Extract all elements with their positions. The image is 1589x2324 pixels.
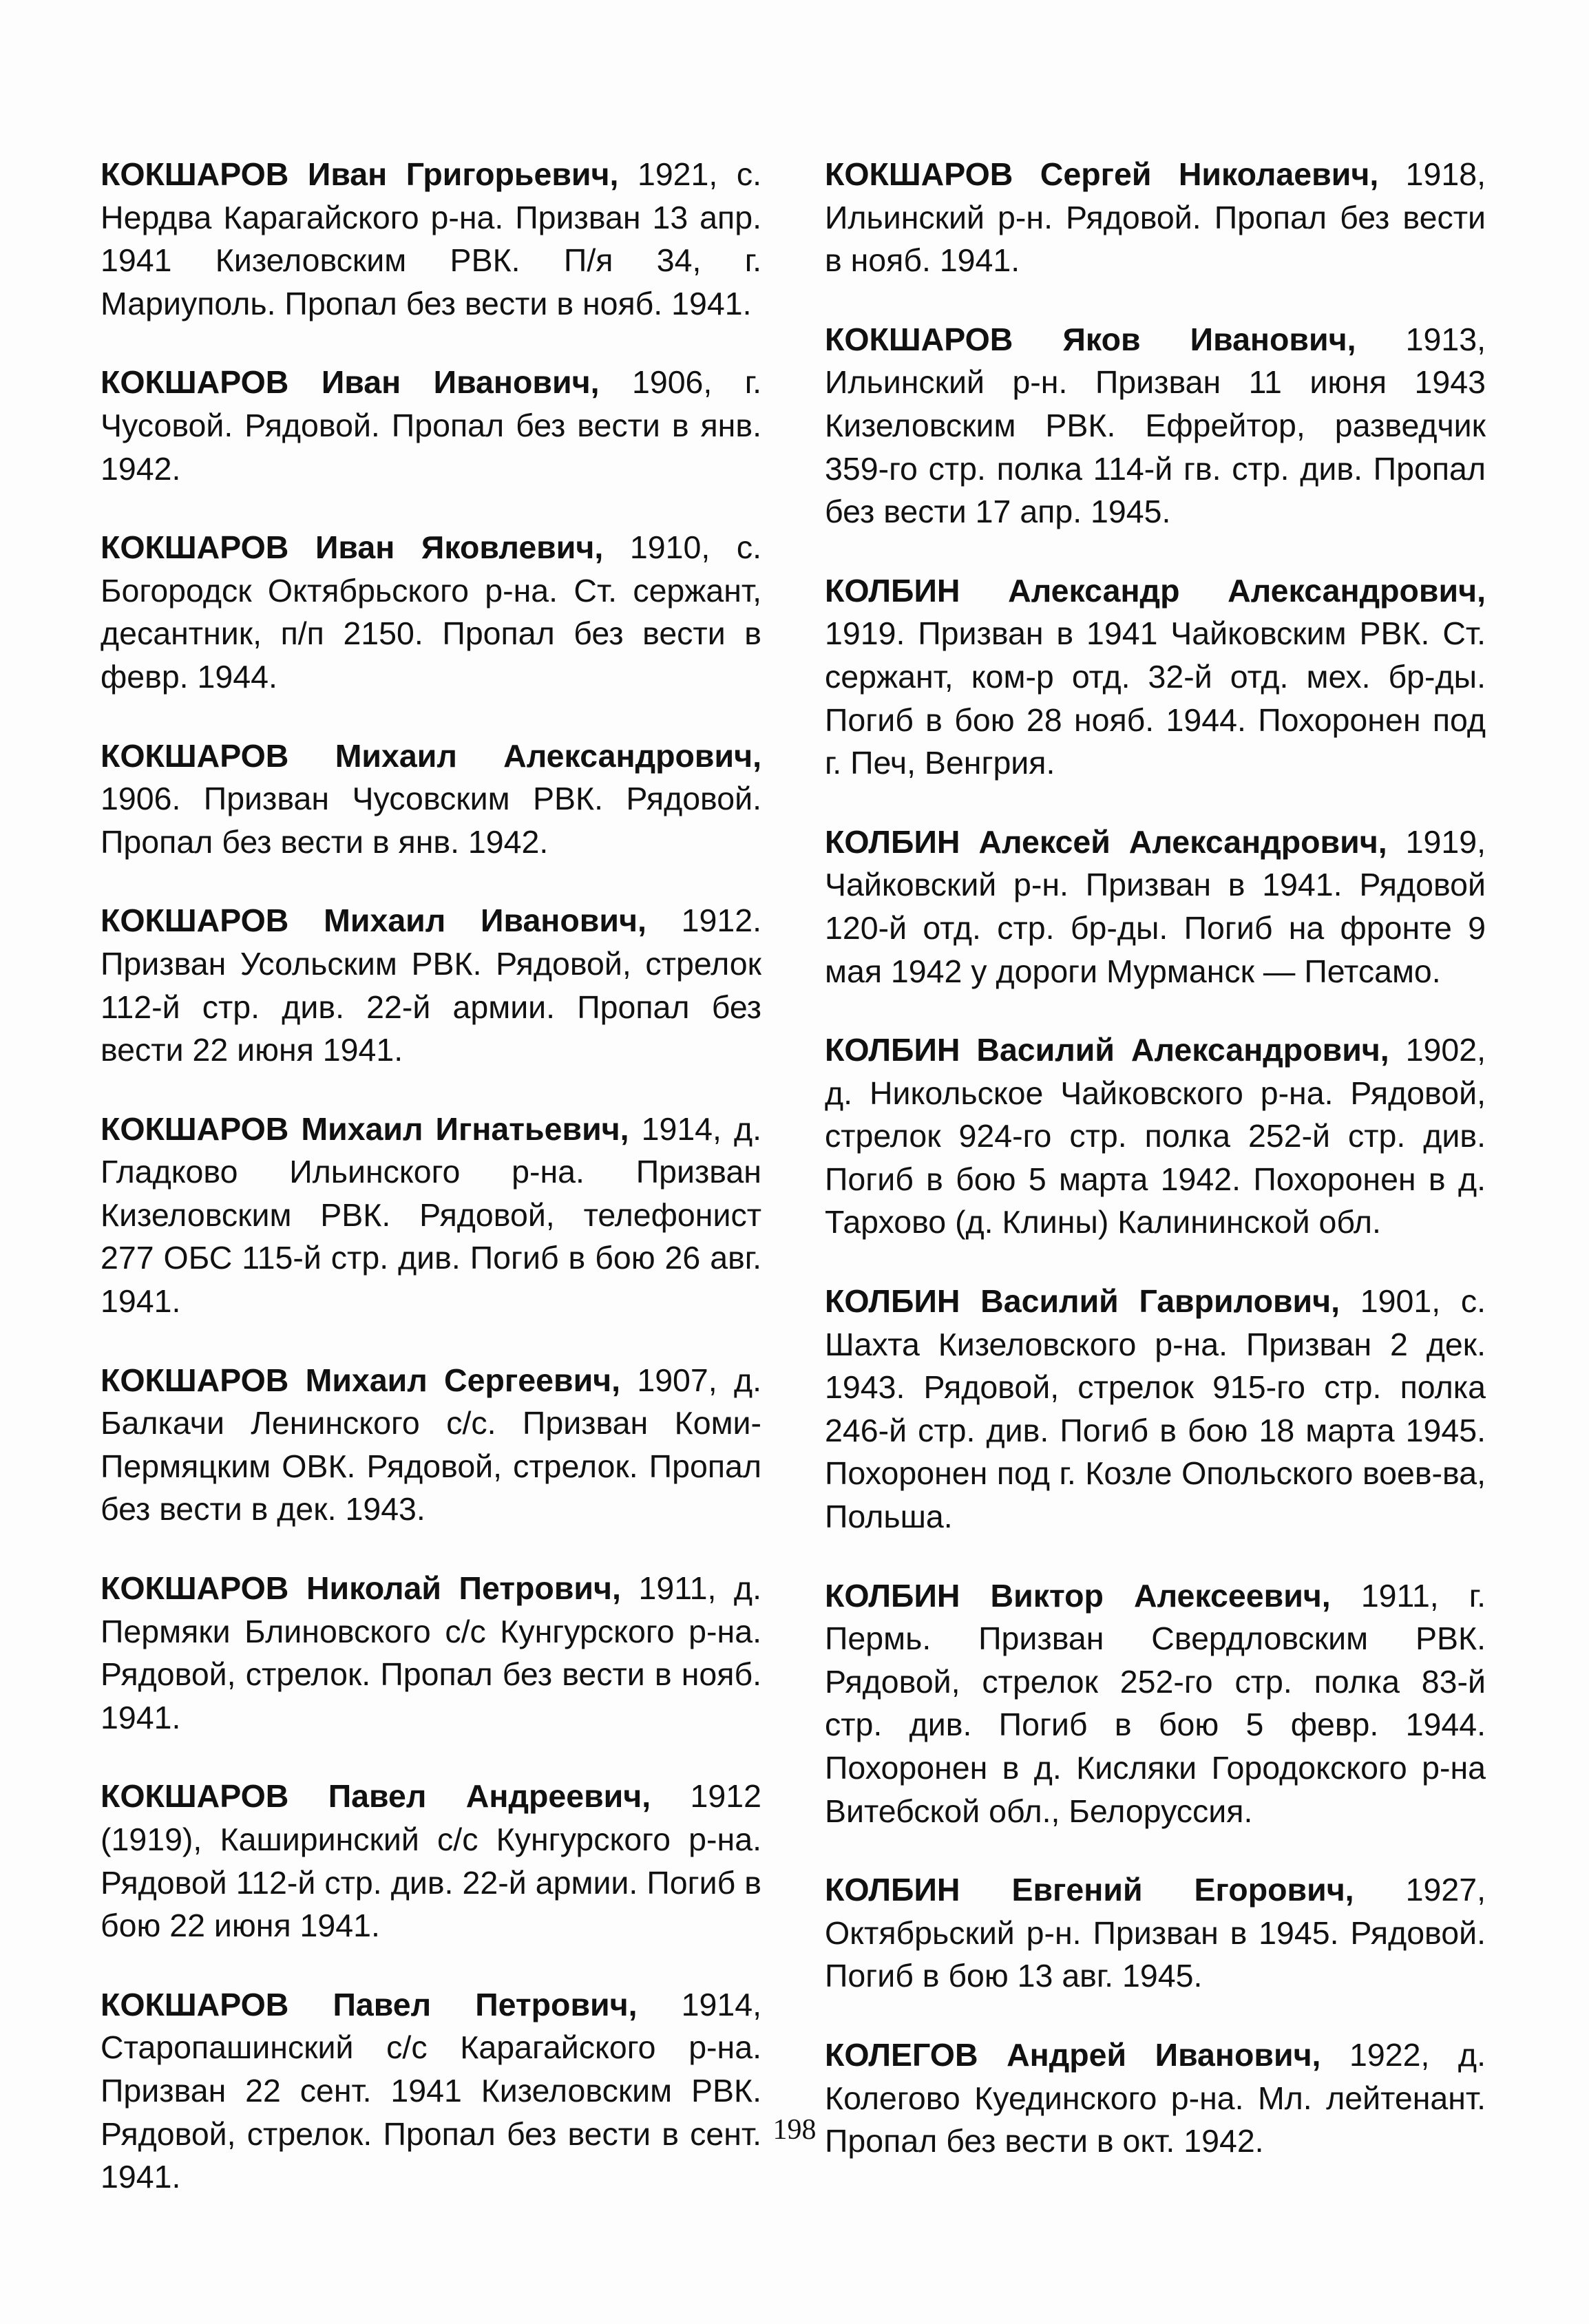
entry-text: 1912. Призван Усольским РВК. Рядовой, стрелок 112-й стр. див. 22-й армии. Пропал без вести 22 июня 1941.	[101, 902, 762, 1068]
entry	[825, 1574, 1486, 1833]
entry-name: КОКШАРОВ Яков Иванович,	[825, 321, 1356, 357]
entry-text: 1902, д. Никольское Чайковского р-на. Рядовой, стрелок 924-го стр. полка 252-й стр. див. Погиб в бою 5 марта 1942. Похоронен в д. Тархово (д. Клины) Калининской обл.	[825, 1032, 1486, 1240]
entry-text: 1927, Октябрьский р-н. Призван в 1945. Рядовой. Погиб в бою 13 авг. 1945.	[825, 1872, 1486, 1994]
entry	[101, 1775, 761, 1947]
entry	[101, 361, 761, 490]
entry-text: 1910, с. Богородск Октябрьского р-на. Ст. сержант, десантник, п/п 2150. Пропал без вести в февр. 1944.	[101, 529, 762, 695]
entry	[825, 1280, 1486, 1539]
entry	[825, 1868, 1486, 1998]
entry-name: КОКШАРОВ Павел Петрович,	[101, 1986, 638, 2022]
left-column	[101, 153, 761, 2235]
page-number: 198	[772, 2114, 817, 2146]
entry-text: 1914, Старопашинский с/с Карагайского р-на. Призван 22 сент. 1941 Кизеловским РВК. Рядовой, стрелок. Пропал без вести в сент. 1941.	[101, 1986, 761, 2195]
entry-name: КОЛБИН Василий Александрович,	[825, 1032, 1389, 1068]
entry-name: КОКШАРОВ Николай Петрович,	[101, 1570, 621, 1607]
entry	[825, 153, 1486, 282]
entry	[825, 821, 1486, 993]
entry-text: 1911, д. Пермяки Блиновского с/с Кунгурского р-на. Рядовой, стрелок. Пропал без вести в нояб. 1941.	[101, 1570, 761, 1735]
entry	[101, 153, 761, 325]
entry-text: 1913, Ильинский р-н. Призван 11 июня 1943 Кизеловским РВК. Ефрейтор, разведчик 359-го стр. полка 114-й гв. стр. див. Пропал без вести 17 апр. 1945.	[825, 321, 1486, 530]
entry-name: КОКШАРОВ Сергей Николаевич,	[825, 156, 1379, 192]
entry	[101, 735, 761, 864]
entry	[101, 1983, 761, 2199]
entry-text: 1921, с. Нердва Карагайского р-на. Призван 13 апр. 1941 Кизеловским РВК. П/я 34, г. Мариуполь. Пропал без вести в нояб. 1941.	[101, 156, 761, 321]
entry-text: 1912 (1919), Каширинский с/с Кунгурского р-на. Рядовой 112-й стр. див. 22-й армии. Погиб в бою 22 июня 1941.	[101, 1778, 761, 1944]
entry-name: КОКШАРОВ Михаил Сергеевич,	[101, 1362, 621, 1398]
entry-name: КОКШАРОВ Иван Яковлевич,	[101, 529, 604, 566]
entry-name: КОЛБИН Евгений Егорович,	[825, 1872, 1354, 1908]
entry	[825, 318, 1486, 534]
entry-text: 1906, г. Чусовой. Рядовой. Пропал без вести в янв. 1942.	[101, 364, 761, 487]
entry	[101, 1359, 761, 1531]
entry-text: 1901, с. Шахта Кизеловского р-на. Призван 2 дек. 1943. Рядовой, стрелок 915-го стр. полка 246-й стр. див. Погиб в бою 18 марта 1945. Похоронен под г. Козле Опольского воев-ва, Польша.	[825, 1283, 1486, 1535]
entry-name: КОЛБИН Виктор Алексеевич,	[825, 1577, 1331, 1614]
entry-text: 1907, д. Балкачи Ленинского с/с. Призван Коми-Пермяцким ОВК. Рядовой, стрелок. Пропал без вести в дек. 1943.	[101, 1362, 761, 1528]
entry-text: 1919. Призван в 1941 Чайковским РВК. Ст. сержант, ком-р отд. 32-й отд. мех. бр-ды. Погиб в бою 28 нояб. 1944. Похоронен под г. Печ, Венгрия.	[825, 615, 1486, 781]
entry-text: 1914, д. Гладково Ильинского р-на. Призван Кизеловским РВК. Рядовой, телефонист 277 ОБС 115-й стр. див. Погиб в бою 26 авг. 1941.	[101, 1110, 761, 1320]
right-column	[825, 153, 1486, 2199]
entry	[825, 1028, 1486, 1244]
entry-text: 1911, г. Пермь. Призван Свердловским РВК. Рядовой, стрелок 252-го стр. полка 83-й стр. див. Погиб в бою 5 февр. 1944. Похоронен в д. Кисляки Городокского р-на Витебской обл., Белоруссия.	[825, 1577, 1486, 1829]
entry	[101, 526, 761, 698]
entry-name: КОКШАРОВ Павел Андреевич,	[101, 1778, 651, 1815]
entry-text: 1922, д. Колегово Куединского р-на. Мл. лейтенант. Пропал без вести в окт. 1942.	[825, 2036, 1486, 2159]
entry	[101, 899, 761, 1071]
entry-text: 1906. Призван Чусовским РВК. Рядовой. Пропал без вести в янв. 1942.	[101, 781, 761, 860]
entry	[101, 1567, 761, 1739]
entry-name: КОКШАРОВ Иван Иванович,	[101, 364, 600, 401]
entry	[101, 1108, 761, 1323]
entry-name: КОЛЕГОВ Андрей Иванович,	[825, 2036, 1321, 2073]
entry-name: КОЛБИН Василий Гаврилович,	[825, 1283, 1340, 1320]
entry-name: КОЛБИН Александр Александрович,	[825, 572, 1486, 609]
entry-name: КОЛБИН Алексей Александрович,	[825, 823, 1387, 860]
entry-name: КОКШАРОВ Михаил Иванович,	[101, 902, 646, 939]
entry-name: КОКШАРОВ Михаил Игнатьевич,	[101, 1110, 629, 1147]
entry	[825, 569, 1486, 785]
entry-name: КОКШАРОВ Иван Григорьевич,	[101, 156, 619, 192]
entry-name: КОКШАРОВ Михаил Александрович,	[101, 737, 761, 774]
entry-text: 1918, Ильинский р-н. Рядовой. Пропал без вести в нояб. 1941.	[825, 156, 1486, 279]
entry-text: 1919, Чайковский р-н. Призван в 1941. Рядовой 120-й отд. стр. бр-ды. Погиб на фронте 9 мая 1942 у дороги Мурманск — Петсамо.	[825, 823, 1486, 989]
